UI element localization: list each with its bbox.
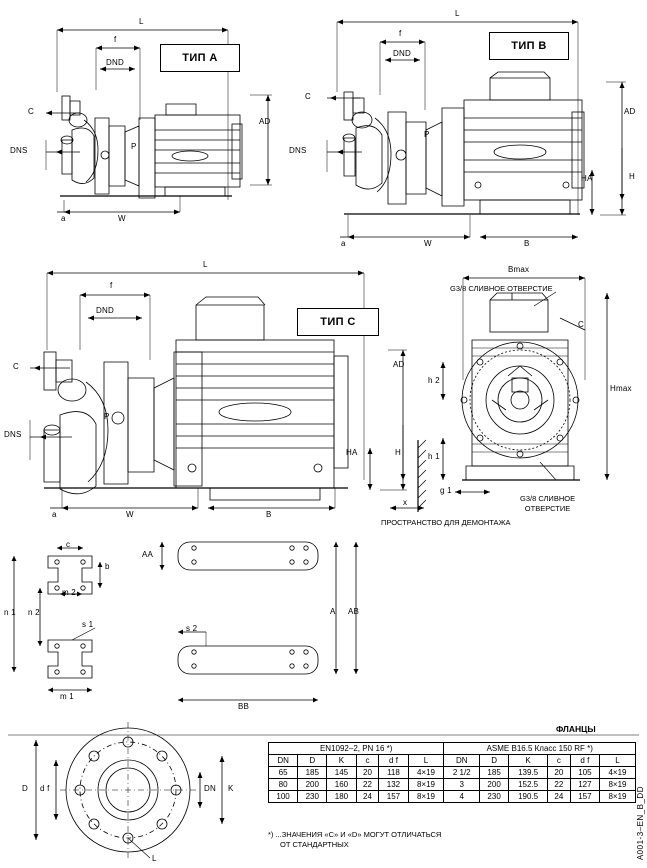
cell: 8×19 [408, 791, 444, 803]
dim-P-c: P [104, 412, 110, 421]
dim-DND-a: DND [106, 58, 124, 67]
cell: 118 [379, 767, 408, 779]
flanges-footnote-line1: *) ...ЗНАЧЕНИЯ «C» И «D» МОГУТ ОТЛИЧАТЬСЯ [268, 830, 442, 839]
dim-D-flange: D [22, 784, 28, 793]
cell: 190.5 [509, 791, 548, 803]
dim-m1: m 1 [60, 692, 74, 701]
cell: 2 1/2 [444, 767, 480, 779]
cell: 185 [480, 767, 509, 779]
cell: 65 [269, 767, 298, 779]
cell: 24 [356, 791, 379, 803]
dim-AD-b: AD [624, 107, 636, 116]
dim-s2: s 2 [186, 624, 198, 633]
type-b-label: ТИП B [511, 40, 547, 52]
dim-AB: AB [348, 607, 360, 616]
cell: 180 [327, 791, 356, 803]
flanges-group-asme: ASME B16.5 Класс 150 RF *) [444, 743, 636, 755]
cell: 22 [547, 779, 570, 791]
cell: 24 [547, 791, 570, 803]
dim-AD-a: AD [259, 117, 271, 126]
cell: 132 [379, 779, 408, 791]
col-en-c: c [356, 755, 379, 767]
dim-DN-flange: DN [204, 784, 216, 793]
dim-H-c: H [395, 448, 401, 457]
dim-AA: AA [142, 550, 154, 559]
cell: 8×19 [599, 791, 635, 803]
dim-L-a: L [139, 17, 144, 26]
dim-L-c: L [203, 260, 208, 269]
dim-DNS-b: DNS [289, 146, 307, 155]
dim-H-b: H [629, 172, 635, 181]
cell: 230 [298, 791, 327, 803]
col-asme-c: c [547, 755, 570, 767]
dim-C-c: C [13, 362, 19, 371]
dim-W-a: W [118, 214, 126, 223]
flanges-table [268, 742, 636, 803]
cell: 4 [444, 791, 480, 803]
dim-DND-b: DND [393, 49, 411, 58]
cell: 80 [269, 779, 298, 791]
table-row [269, 791, 636, 803]
type-b-box [489, 32, 569, 60]
dim-n2: n 2 [28, 608, 40, 617]
cell: 4×19 [599, 767, 635, 779]
cell: 100 [269, 791, 298, 803]
cell: 157 [570, 791, 599, 803]
cell: 200 [298, 779, 327, 791]
dim-c: c [66, 540, 71, 549]
col-asme-df: d f [570, 755, 599, 767]
dim-C-b: C [305, 92, 311, 101]
cell: 4×19 [408, 767, 444, 779]
flanges-footnote [268, 830, 441, 850]
dim-a-c: a [52, 510, 57, 519]
dim-n1: n 1 [4, 608, 16, 617]
cell: 127 [570, 779, 599, 791]
flanges-group-en: EN1092–2, PN 16 *) [269, 743, 444, 755]
cell: 160 [327, 779, 356, 791]
cell: 3 [444, 779, 480, 791]
dim-HA-c: HA [346, 448, 358, 457]
cell: 230 [480, 791, 509, 803]
col-asme-l: L [599, 755, 635, 767]
flanges-footnote-line2: ОТ СТАНДАРТНЫХ [280, 840, 349, 850]
flanges-group-header-row [269, 743, 636, 755]
dim-f-a: f [114, 35, 117, 44]
dim-AD-c: AD [393, 360, 405, 369]
cell: 157 [379, 791, 408, 803]
dim-a-a: a [61, 214, 66, 223]
dim-Hmax: Hmax [610, 384, 632, 393]
col-en-df: d f [379, 755, 408, 767]
flanges-title: ФЛАНЦЫ [556, 724, 596, 734]
table-row [269, 767, 636, 779]
dim-Bmax: Bmax [508, 265, 530, 274]
drain-note-bottom [520, 494, 575, 514]
document-side-code: A001-3–EN_B_DD [636, 785, 645, 860]
cell: 20 [356, 767, 379, 779]
dim-DND-c: DND [96, 306, 114, 315]
dim-W-b: W [424, 239, 432, 248]
cell: 20 [547, 767, 570, 779]
dim-P-b: P [424, 130, 430, 139]
cell: 8×19 [599, 779, 635, 791]
drain-note-top: G3/8 СЛИВНОЕ ОТВЕРСТИЕ [450, 284, 553, 293]
col-en-k: K [327, 755, 356, 767]
col-en-dn: DN [269, 755, 298, 767]
dim-K-flange: K [228, 784, 234, 793]
dim-df-flange: d f [40, 784, 50, 793]
dim-C-endview: C [578, 320, 584, 329]
col-en-l: L [408, 755, 444, 767]
cell: 152.5 [509, 779, 548, 791]
dim-B-b: B [524, 239, 530, 248]
dim-A: A [330, 607, 336, 616]
col-asme-dn: DN [444, 755, 480, 767]
dim-DNS-a: DNS [10, 146, 28, 155]
dim-BB: BB [238, 702, 250, 711]
flanges-column-header-row [269, 755, 636, 767]
dim-h1: h 1 [428, 452, 440, 461]
cell: 145 [327, 767, 356, 779]
dim-g1: g 1 [440, 486, 452, 495]
cell: 8×19 [408, 779, 444, 791]
dismount-space-note: ПРОСТРАНСТВО ДЛЯ ДЕМОНТАЖА [381, 518, 511, 527]
cell: 200 [480, 779, 509, 791]
type-a-box [160, 44, 240, 72]
col-asme-d: D [480, 755, 509, 767]
dim-L-b: L [455, 9, 460, 18]
dim-f-b: f [399, 29, 402, 38]
drain-note-bottom-line2: ОТВЕРСТИЕ [524, 504, 571, 514]
dim-B-c: B [266, 510, 272, 519]
dim-HA-b: HA [581, 174, 593, 183]
dim-L-flange: L [152, 854, 157, 863]
type-c-label: ТИП С [320, 316, 356, 328]
dim-m2: m 2 [62, 588, 76, 597]
dim-x-c: x [403, 498, 408, 507]
table-row [269, 779, 636, 791]
cell: 22 [356, 779, 379, 791]
dim-W-c: W [126, 510, 134, 519]
cell: 139.5 [509, 767, 548, 779]
dim-s1: s 1 [82, 620, 94, 629]
drain-note-bottom-line1: G3/8 СЛИВНОЕ [520, 494, 576, 503]
cell: 185 [298, 767, 327, 779]
dim-h2: h 2 [428, 376, 440, 385]
cell: 105 [570, 767, 599, 779]
dim-f-c: f [110, 281, 113, 290]
dim-b: b [105, 562, 110, 571]
col-en-d: D [298, 755, 327, 767]
col-asme-k: K [509, 755, 548, 767]
type-c-box [297, 308, 379, 336]
dim-P-a: P [131, 142, 137, 151]
dim-a-b: a [341, 239, 346, 248]
type-a-label: ТИП А [182, 52, 218, 64]
dim-C-a: C [28, 107, 34, 116]
dim-DNS-c: DNS [4, 430, 22, 439]
